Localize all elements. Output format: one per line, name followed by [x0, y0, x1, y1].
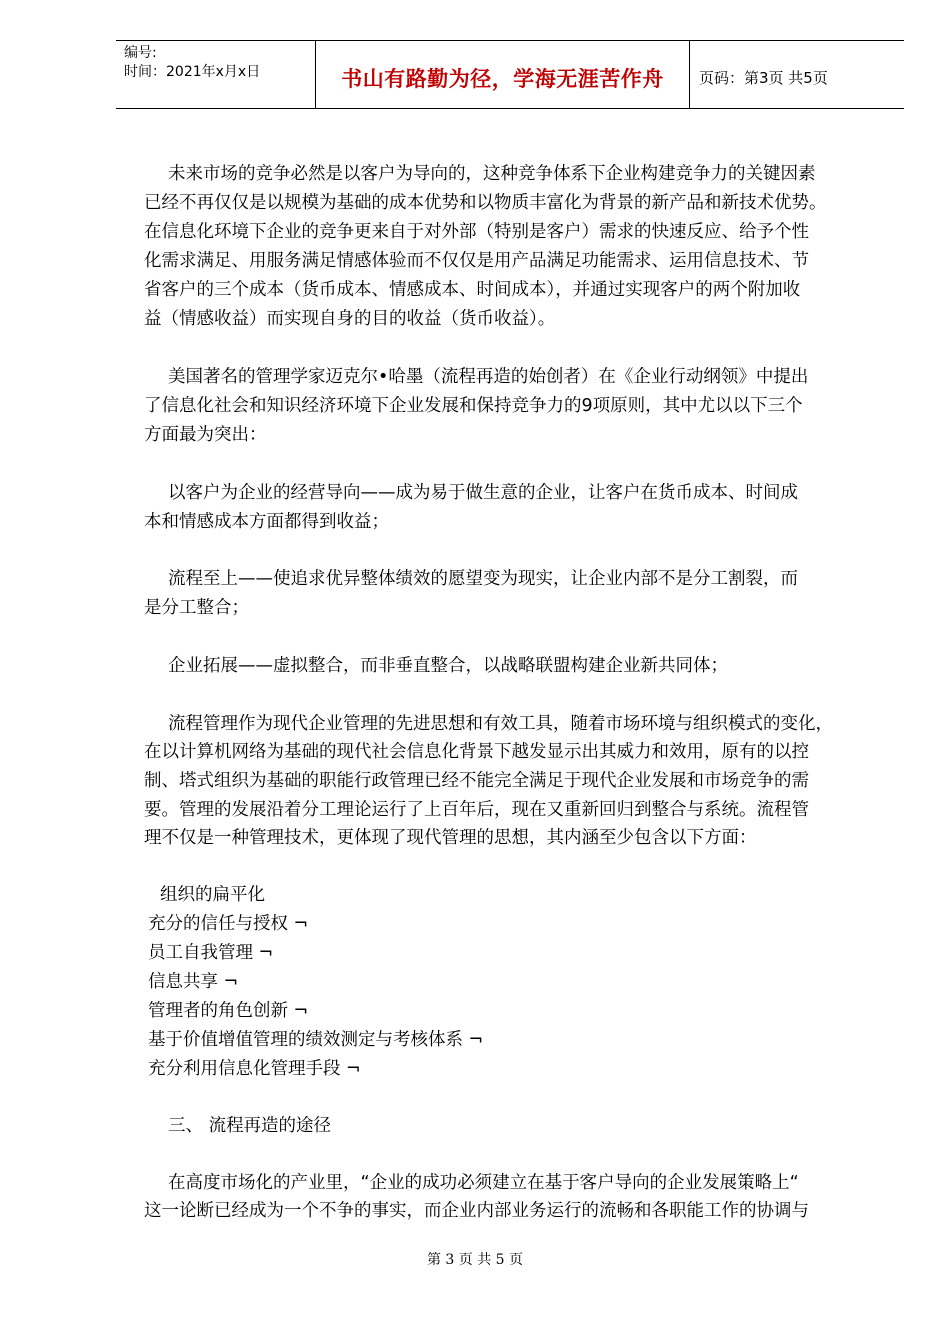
document-number-label: 编号: [124, 45, 157, 61]
principle-line: 企业拓展——虚拟整合，而非垂直整合，以战略联盟构建企业新共同体； [168, 656, 728, 676]
header-info-cell [116, 41, 316, 108]
principle-line: 流程至上——使追求优异整体绩效的愿望变为现实，让企业内部不是分工割裂，而 [168, 569, 798, 589]
paragraph-line: 制、塔式组织为基础的职能行政管理已经不能完全满足于现代企业发展和市场竞争的需 [144, 771, 809, 791]
list-item: 基于价值增值管理的绩效测定与考核体系 ¬ [148, 1030, 484, 1050]
header-motto-cell [316, 41, 690, 108]
paragraph-line: 流程管理作为现代企业管理的先进思想和有效工具，随着市场环境与组织模式的变化， [168, 714, 833, 734]
section-heading: 三、 流程再造的途径 [168, 1116, 332, 1136]
page-footer: 第 3 页 共 5 页 [426, 1252, 524, 1268]
header-page-cell [690, 41, 904, 108]
paragraph-line: 这一论断已经成为一个不争的事实，而企业内部业务运行的流畅和各职能工作的协调与 [144, 1201, 809, 1221]
paragraph-line: 要。管理的发展沿着分工理论运行了上百年后，现在又重新回归到整合与系统。流程管 [144, 800, 809, 820]
header-page-code: 页码：第3页 共5页 [699, 69, 828, 87]
list-item: 充分的信任与授权 ¬ [148, 914, 309, 934]
paragraph-line: 了信息化社会和知识经济环境下企业发展和保持竞争力的9项原则，其中尤以以下三个 [144, 396, 803, 416]
paragraph-line: 未来市场的竞争必然是以客户为导向的，这种竞争体系下企业构建竞争力的关键因素 [168, 164, 816, 184]
paragraph-line: 益（情感收益）而实现自身的目的收益（货币收益）。 [144, 309, 556, 329]
paragraph-line: 在信息化环境下企业的竞争更来自于对外部（特别是客户）需求的快速反应、给予个性 [144, 222, 809, 242]
list-item: 信息共享 ¬ [148, 972, 239, 992]
list-item: 充分利用信息化管理手段 ¬ [148, 1059, 361, 1079]
paragraph-line: 化需求满足、用服务满足情感体验而不仅仅是用产品满足功能需求、运用信息技术、节 [144, 251, 809, 271]
paragraph-line: 在以计算机网络为基础的现代社会信息化背景下越发显示出其威力和效用，原有的以控 [144, 742, 809, 762]
paragraph-line: 理不仅是一种管理技术，更体现了现代管理的思想，其内涵至少包含以下方面： [144, 828, 757, 848]
principle-line: 以客户为企业的经营导向——成为易于做生意的企业，让客户在货币成本、时间成 [168, 483, 798, 503]
list-item: 员工自我管理 ¬ [148, 943, 274, 963]
principle-line: 本和情感成本方面都得到收益； [144, 512, 389, 532]
principle-line: 是分工整合； [144, 598, 249, 618]
page-header [116, 40, 904, 109]
list-item: 管理者的角色创新 ¬ [148, 1001, 309, 1021]
paragraph-line: 美国著名的管理学家迈克尔•哈墨（流程再造的始创者）在《企业行动纲领》中提出 [168, 367, 809, 387]
paragraph-line: 省客户的三个成本（货币成本、情感成本、时间成本），并通过实现客户的两个附加收 [144, 280, 801, 300]
document-date-label: 时间：2021年x月x日 [124, 64, 261, 80]
header-motto: 书山有路勤为径，学海无涯苦作舟 [341, 66, 664, 91]
paragraph-line: 已经不再仅仅是以规模为基础的成本优势和以物质丰富化为背景的新产品和新技术优势。 [144, 193, 827, 213]
paragraph-line: 方面最为突出： [144, 425, 267, 445]
list-item: 组织的扁平化 [160, 885, 265, 905]
paragraph-line: 在高度市场化的产业里，“企业的成功必须建立在基于客户导向的企业发展策略上“ [168, 1173, 799, 1193]
